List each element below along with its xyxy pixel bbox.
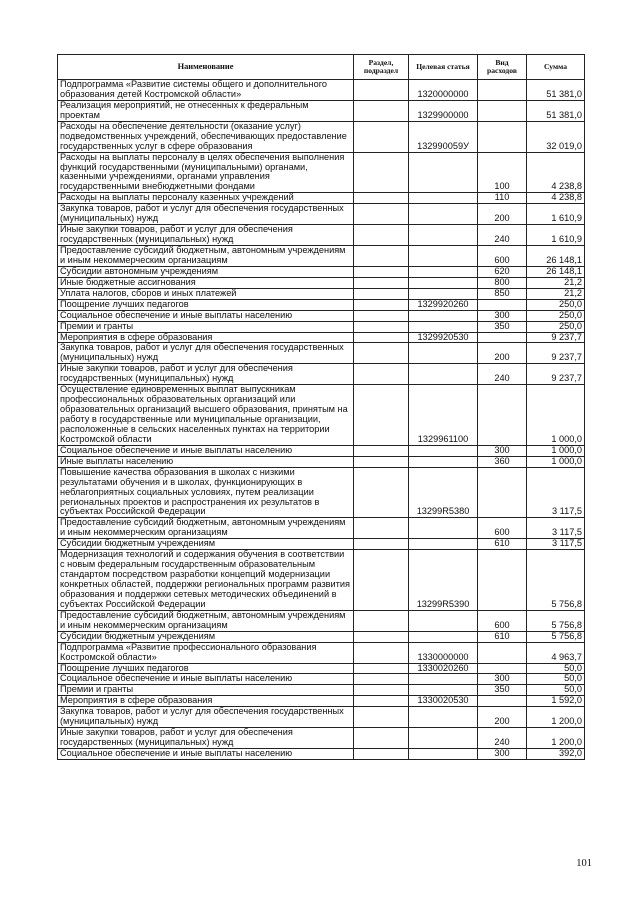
cell-kind bbox=[478, 467, 527, 518]
table-row bbox=[58, 246, 585, 267]
cell-section bbox=[354, 343, 409, 364]
cell-name: Закупка товаров, работ и услуг для обеспечения государственных (муниципальных) нужд bbox=[58, 343, 354, 364]
cell-section bbox=[354, 225, 409, 246]
cell-name: Мероприятия в сфере образования bbox=[58, 696, 354, 707]
cell-kind: 850 bbox=[478, 288, 527, 299]
cell-name: Подпрограмма «Развитие профессионального образования Костромской области» bbox=[58, 642, 354, 663]
cell-kind bbox=[478, 663, 527, 674]
cell-name: Иные закупки товаров, работ и услуг для обеспечения государственных (муниципальных) нужд bbox=[58, 728, 354, 749]
cell-name: Иные выплаты населению bbox=[58, 456, 354, 467]
cell-kind bbox=[478, 80, 527, 101]
cell-sum: 51 381,0 bbox=[527, 100, 585, 121]
table-row bbox=[58, 631, 585, 642]
cell-sum: 1 592,0 bbox=[527, 696, 585, 707]
table-row bbox=[58, 364, 585, 385]
cell-article: 1330020260 bbox=[409, 663, 478, 674]
cell-section bbox=[354, 674, 409, 685]
cell-kind: 350 bbox=[478, 321, 527, 332]
cell-name: Реализация мероприятий, не отнесенных к федеральным проектам bbox=[58, 100, 354, 121]
cell-name: Поощрение лучших педагогов bbox=[58, 663, 354, 674]
table-row bbox=[58, 121, 585, 152]
table-row bbox=[58, 707, 585, 728]
table-row bbox=[58, 445, 585, 456]
cell-article bbox=[409, 456, 478, 467]
cell-article bbox=[409, 749, 478, 760]
cell-section bbox=[354, 550, 409, 611]
header-sum: Сумма bbox=[527, 55, 585, 80]
cell-article bbox=[409, 539, 478, 550]
cell-sum: 1 000,0 bbox=[527, 445, 585, 456]
cell-article: 13299R5390 bbox=[409, 550, 478, 611]
table-row bbox=[58, 674, 585, 685]
cell-article bbox=[409, 266, 478, 277]
table-row bbox=[58, 385, 585, 446]
cell-section bbox=[354, 321, 409, 332]
cell-section bbox=[354, 707, 409, 728]
cell-sum: 1 000,0 bbox=[527, 456, 585, 467]
cell-article bbox=[409, 707, 478, 728]
cell-kind: 240 bbox=[478, 225, 527, 246]
cell-name: Субсидии бюджетным учреждениям bbox=[58, 539, 354, 550]
cell-name: Социальное обеспечение и иные выплаты населению bbox=[58, 310, 354, 321]
cell-name: Расходы на обеспечение деятельности (оказание услуг) подведомственных учреждений, обеспечивающих предоставление государственных услуг в сфере образования bbox=[58, 121, 354, 152]
table-row bbox=[58, 343, 585, 364]
table-row bbox=[58, 288, 585, 299]
cell-sum: 1 200,0 bbox=[527, 728, 585, 749]
cell-section bbox=[354, 445, 409, 456]
cell-article bbox=[409, 225, 478, 246]
cell-article bbox=[409, 288, 478, 299]
cell-sum: 250,0 bbox=[527, 299, 585, 310]
cell-sum: 250,0 bbox=[527, 321, 585, 332]
cell-section bbox=[354, 663, 409, 674]
cell-article: 1329920260 bbox=[409, 299, 478, 310]
cell-kind: 360 bbox=[478, 456, 527, 467]
cell-name: Иные закупки товаров, работ и услуг для обеспечения государственных (муниципальных) нужд bbox=[58, 364, 354, 385]
table-row bbox=[58, 225, 585, 246]
cell-sum: 4 238,8 bbox=[527, 193, 585, 204]
cell-name: Социальное обеспечение и иные выплаты населению bbox=[58, 445, 354, 456]
cell-kind: 200 bbox=[478, 707, 527, 728]
cell-article bbox=[409, 610, 478, 631]
cell-kind: 600 bbox=[478, 610, 527, 631]
cell-section bbox=[354, 364, 409, 385]
table-row bbox=[58, 456, 585, 467]
cell-sum: 26 148,1 bbox=[527, 266, 585, 277]
cell-article bbox=[409, 193, 478, 204]
table-row bbox=[58, 610, 585, 631]
cell-sum: 21,2 bbox=[527, 277, 585, 288]
cell-sum: 50,0 bbox=[527, 663, 585, 674]
table-row bbox=[58, 152, 585, 193]
cell-kind bbox=[478, 642, 527, 663]
cell-article bbox=[409, 674, 478, 685]
cell-kind bbox=[478, 550, 527, 611]
cell-article bbox=[409, 518, 478, 539]
cell-section bbox=[354, 696, 409, 707]
cell-section bbox=[354, 456, 409, 467]
cell-sum: 50,0 bbox=[527, 685, 585, 696]
cell-name: Осуществление единовременных выплат выпускникам профессиональных образовательных организаций или образовательных организаций высшего образования, принятым на работу в государственные или муниципальные организации, расположенные в сельских населенных пунктах на территории Костромской области bbox=[58, 385, 354, 446]
cell-sum: 9 237,7 bbox=[527, 364, 585, 385]
cell-name: Субсидии автономным учреждениям bbox=[58, 266, 354, 277]
cell-sum: 3 117,5 bbox=[527, 518, 585, 539]
cell-sum: 32 019,0 bbox=[527, 121, 585, 152]
cell-sum: 4 963,7 bbox=[527, 642, 585, 663]
cell-kind: 240 bbox=[478, 728, 527, 749]
cell-kind: 600 bbox=[478, 518, 527, 539]
cell-section bbox=[354, 266, 409, 277]
cell-section bbox=[354, 385, 409, 446]
cell-name: Закупка товаров, работ и услуг для обеспечения государственных (муниципальных) нужд bbox=[58, 707, 354, 728]
cell-kind: 300 bbox=[478, 445, 527, 456]
cell-sum: 250,0 bbox=[527, 310, 585, 321]
cell-name: Иные бюджетные ассигнования bbox=[58, 277, 354, 288]
table-row bbox=[58, 310, 585, 321]
cell-section bbox=[354, 631, 409, 642]
table-row bbox=[58, 728, 585, 749]
cell-section bbox=[354, 518, 409, 539]
table-row bbox=[58, 696, 585, 707]
table-row bbox=[58, 332, 585, 343]
cell-article bbox=[409, 685, 478, 696]
header-kind: Вид расходов bbox=[478, 55, 527, 80]
cell-section bbox=[354, 539, 409, 550]
cell-sum: 4 238,8 bbox=[527, 152, 585, 193]
cell-article bbox=[409, 445, 478, 456]
cell-section bbox=[354, 310, 409, 321]
table-row bbox=[58, 80, 585, 101]
cell-article bbox=[409, 310, 478, 321]
cell-kind: 110 bbox=[478, 193, 527, 204]
cell-section bbox=[354, 204, 409, 225]
header-section: Раздел, подраздел bbox=[354, 55, 409, 80]
cell-name: Предоставление субсидий бюджетным, автономным учреждениям и иным некоммерческим организациям bbox=[58, 246, 354, 267]
cell-kind: 200 bbox=[478, 343, 527, 364]
cell-article bbox=[409, 246, 478, 267]
cell-name: Премии и гранты bbox=[58, 321, 354, 332]
cell-sum: 5 756,8 bbox=[527, 610, 585, 631]
table-header-row bbox=[58, 55, 585, 80]
cell-sum: 1 000,0 bbox=[527, 385, 585, 446]
cell-kind bbox=[478, 299, 527, 310]
table-row bbox=[58, 550, 585, 611]
cell-sum: 21,2 bbox=[527, 288, 585, 299]
cell-name: Мероприятия в сфере образования bbox=[58, 332, 354, 343]
cell-sum: 3 117,5 bbox=[527, 467, 585, 518]
cell-section bbox=[354, 152, 409, 193]
cell-article: 13299R5380 bbox=[409, 467, 478, 518]
cell-article: 1320000000 bbox=[409, 80, 478, 101]
cell-name: Премии и гранты bbox=[58, 685, 354, 696]
cell-section bbox=[354, 277, 409, 288]
cell-article: 132990059У bbox=[409, 121, 478, 152]
cell-article: 1329961100 bbox=[409, 385, 478, 446]
cell-kind bbox=[478, 100, 527, 121]
cell-kind: 100 bbox=[478, 152, 527, 193]
cell-name: Расходы на выплаты персоналу в целях обеспечения выполнения функций государственными (муниципальными) органами, казенными учреждениями, органами управления государственными внебюджетными фондами bbox=[58, 152, 354, 193]
cell-section bbox=[354, 288, 409, 299]
cell-kind bbox=[478, 121, 527, 152]
cell-article: 1329900000 bbox=[409, 100, 478, 121]
cell-section bbox=[354, 467, 409, 518]
cell-sum: 3 117,5 bbox=[527, 539, 585, 550]
cell-kind: 300 bbox=[478, 674, 527, 685]
cell-section bbox=[354, 299, 409, 310]
cell-article: 1330020530 bbox=[409, 696, 478, 707]
cell-kind: 300 bbox=[478, 310, 527, 321]
cell-article bbox=[409, 204, 478, 225]
cell-section bbox=[354, 610, 409, 631]
cell-name: Социальное обеспечение и иные выплаты населению bbox=[58, 674, 354, 685]
cell-sum: 50,0 bbox=[527, 674, 585, 685]
cell-section bbox=[354, 749, 409, 760]
table-row bbox=[58, 100, 585, 121]
cell-name: Социальное обеспечение и иные выплаты населению bbox=[58, 749, 354, 760]
table-row bbox=[58, 266, 585, 277]
cell-kind: 610 bbox=[478, 539, 527, 550]
cell-name: Подпрограмма «Развитие системы общего и дополнительного образования детей Костромской области» bbox=[58, 80, 354, 101]
table-row bbox=[58, 663, 585, 674]
cell-name: Закупка товаров, работ и услуг для обеспечения государственных (муниципальных) нужд bbox=[58, 204, 354, 225]
cell-section bbox=[354, 121, 409, 152]
cell-name: Модернизация технологий и содержания обучения в соответствии с новым федеральным государственным образовательным стандартом посредством разработки концепций модернизации конкретных областей, поддержки региональных программ развития образования и поддержки сетевых методических объединений в субъектах Российской Федерации bbox=[58, 550, 354, 611]
cell-article bbox=[409, 321, 478, 332]
cell-kind: 620 bbox=[478, 266, 527, 277]
cell-name: Повышение качества образования в школах с низкими результатами обучения и в школах, функционирующих в неблагоприятных социальных условиях, путем реализации региональных проектов и распространения их результатов в субъектах Российской Федерации bbox=[58, 467, 354, 518]
cell-article: 1330000000 bbox=[409, 642, 478, 663]
table-row bbox=[58, 749, 585, 760]
cell-article bbox=[409, 343, 478, 364]
table-row bbox=[58, 642, 585, 663]
cell-section bbox=[354, 685, 409, 696]
cell-name: Расходы на выплаты персоналу казенных учреждений bbox=[58, 193, 354, 204]
cell-kind: 300 bbox=[478, 749, 527, 760]
budget-table bbox=[57, 54, 585, 760]
header-article: Целевая статья bbox=[409, 55, 478, 80]
cell-article bbox=[409, 631, 478, 642]
cell-kind bbox=[478, 332, 527, 343]
cell-sum: 5 756,8 bbox=[527, 550, 585, 611]
cell-name: Субсидии бюджетным учреждениям bbox=[58, 631, 354, 642]
cell-sum: 26 148,1 bbox=[527, 246, 585, 267]
cell-sum: 392,0 bbox=[527, 749, 585, 760]
cell-sum: 1 610,9 bbox=[527, 204, 585, 225]
cell-article bbox=[409, 277, 478, 288]
cell-sum: 51 381,0 bbox=[527, 80, 585, 101]
cell-sum: 5 756,8 bbox=[527, 631, 585, 642]
cell-kind: 800 bbox=[478, 277, 527, 288]
cell-name: Предоставление субсидий бюджетным, автономным учреждениям и иным некоммерческим организациям bbox=[58, 610, 354, 631]
cell-kind bbox=[478, 696, 527, 707]
cell-section bbox=[354, 642, 409, 663]
cell-kind: 240 bbox=[478, 364, 527, 385]
cell-article bbox=[409, 152, 478, 193]
cell-section bbox=[354, 332, 409, 343]
cell-sum: 1 200,0 bbox=[527, 707, 585, 728]
cell-name: Иные закупки товаров, работ и услуг для обеспечения государственных (муниципальных) нужд bbox=[58, 225, 354, 246]
table-row bbox=[58, 518, 585, 539]
cell-kind: 610 bbox=[478, 631, 527, 642]
table-row bbox=[58, 277, 585, 288]
table-body bbox=[58, 80, 585, 760]
table-row bbox=[58, 321, 585, 332]
table-row bbox=[58, 467, 585, 518]
page-number: 101 bbox=[576, 858, 592, 869]
table-row bbox=[58, 204, 585, 225]
cell-sum: 9 237,7 bbox=[527, 343, 585, 364]
cell-section bbox=[354, 728, 409, 749]
cell-name: Предоставление субсидий бюджетным, автономным учреждениям и иным некоммерческим организациям bbox=[58, 518, 354, 539]
cell-kind: 350 bbox=[478, 685, 527, 696]
cell-name: Уплата налогов, сборов и иных платежей bbox=[58, 288, 354, 299]
table-row bbox=[58, 539, 585, 550]
cell-kind: 600 bbox=[478, 246, 527, 267]
table-row bbox=[58, 685, 585, 696]
cell-sum: 1 610,9 bbox=[527, 225, 585, 246]
cell-article bbox=[409, 364, 478, 385]
cell-section bbox=[354, 100, 409, 121]
table-row bbox=[58, 193, 585, 204]
cell-section bbox=[354, 80, 409, 101]
cell-sum: 9 237,7 bbox=[527, 332, 585, 343]
cell-name: Поощрение лучших педагогов bbox=[58, 299, 354, 310]
header-name: Наименование bbox=[58, 55, 354, 80]
cell-section bbox=[354, 193, 409, 204]
cell-section bbox=[354, 246, 409, 267]
cell-article: 1329920530 bbox=[409, 332, 478, 343]
cell-kind bbox=[478, 385, 527, 446]
cell-kind: 200 bbox=[478, 204, 527, 225]
cell-article bbox=[409, 728, 478, 749]
table-row bbox=[58, 299, 585, 310]
